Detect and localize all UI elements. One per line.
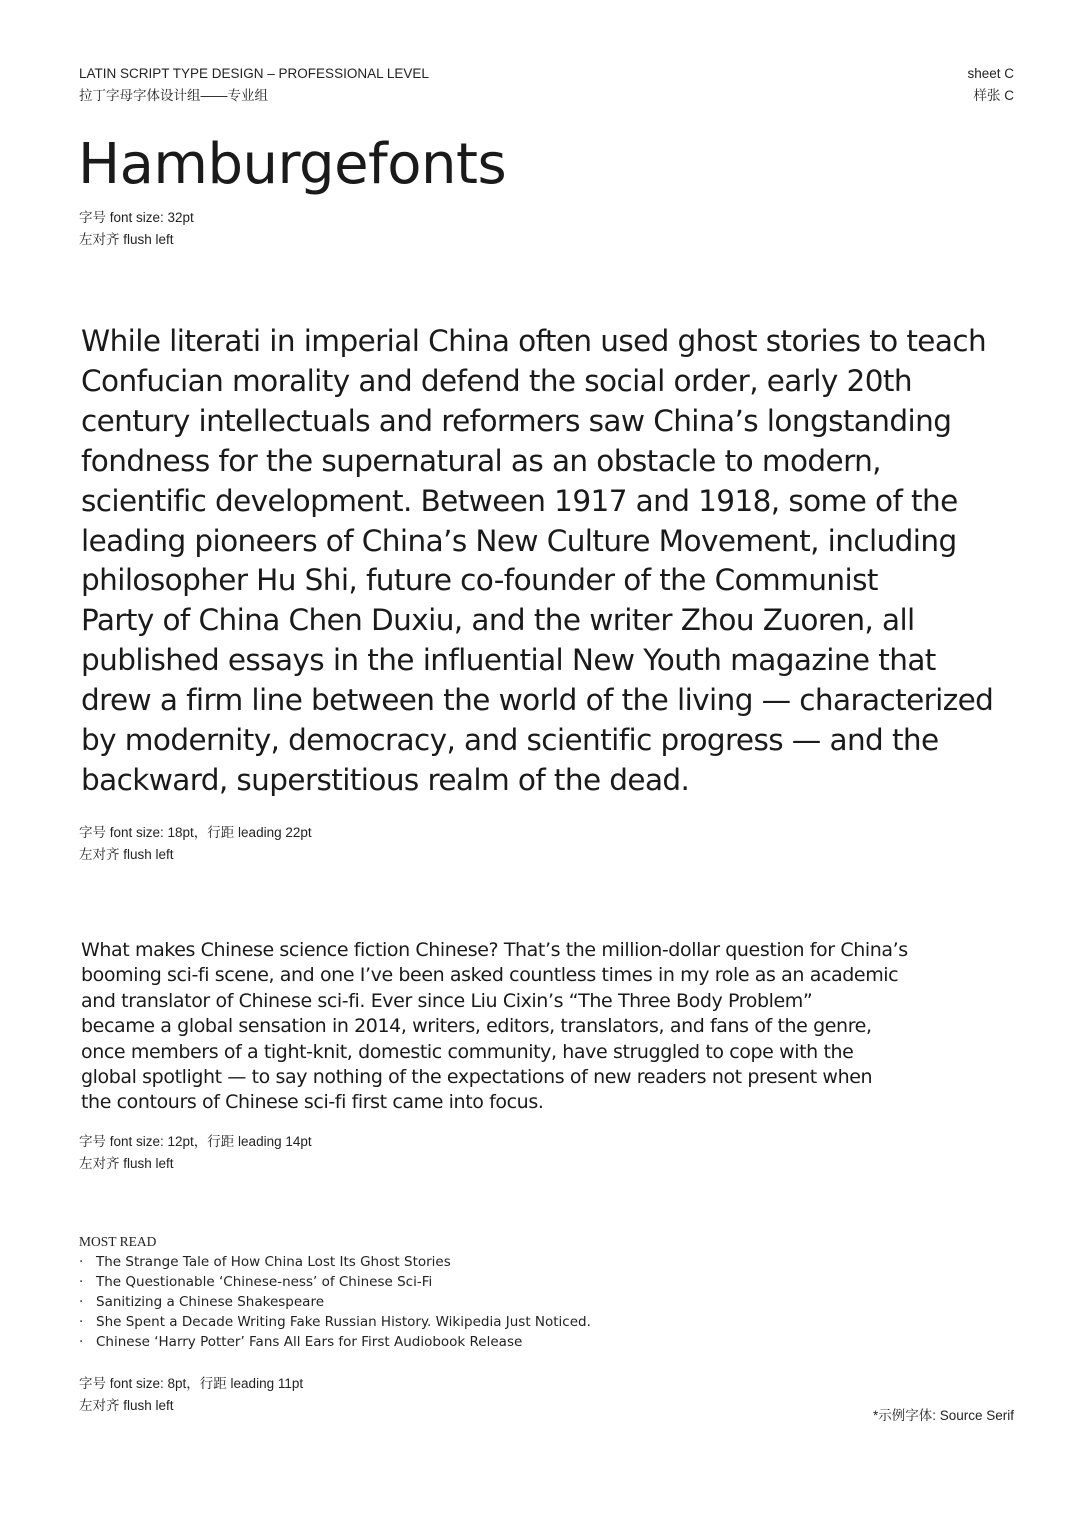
header-right: [967, 63, 1014, 107]
paragraph-line: While literati in imperial China often used ghost stories to teach: [81, 324, 987, 358]
article-title: The Questionable ‘Chinese-ness’ of Chinese Sci-Fi: [96, 1274, 433, 1290]
sheet-label-en: sheet C: [967, 66, 1014, 81]
sheet-label-zh: 样张 C: [973, 88, 1014, 103]
sample-font-footnote: *示例字体: Source Serif: [872, 1408, 1014, 1423]
paragraph-line: and translator of Chinese sci-fi. Ever since Liu Cixin’s “The Three Body Problem”: [81, 989, 813, 1012]
paragraph-line: Party of China Chen Duxiu, and the writer Zhou Zuoren, all: [81, 603, 915, 638]
paragraph-line: scientific development. Between 1917 and 1918, some of the: [81, 483, 958, 518]
spec-alignment: 左对齐 flush left: [79, 1156, 174, 1171]
spec-font-size: 字号 font size: 32pt: [79, 210, 194, 225]
spec-8pt: [79, 1373, 303, 1417]
spec-alignment: 左对齐 flush left: [79, 1398, 174, 1413]
spec-32pt: [79, 207, 194, 251]
bullet-dot: ·: [79, 1334, 84, 1350]
paragraph-line: century intellectuals and reformers saw China’s longstanding: [81, 403, 952, 438]
header-left: [79, 63, 429, 107]
bullet-dot: ·: [79, 1314, 84, 1330]
spec-12pt: [79, 1131, 312, 1175]
paragraph-line: became a global sensation in 2014, writers, editors, translators, and fans of the genre,: [81, 1015, 872, 1038]
most-read-list: [79, 1252, 591, 1352]
paragraph-line: leading pioneers of China’s New Culture Movement, including: [81, 523, 957, 558]
paragraph-line: backward, superstitious realm of the dead.: [81, 762, 690, 797]
page-title: Hamburgefonts: [78, 132, 507, 197]
paragraph-line: global spotlight — to say nothing of the expectations of new readers not present when: [81, 1066, 873, 1089]
bullet-dot: ·: [79, 1254, 84, 1270]
list-item: [79, 1272, 591, 1292]
article-title: Sanitizing a Chinese Shakespeare: [96, 1294, 325, 1310]
spec-font-size: 字号 font size: 8pt，行距 leading 11pt: [79, 1376, 304, 1391]
spec-18pt: [79, 822, 312, 866]
bullet-dot: ·: [79, 1294, 84, 1310]
paragraph-line: once members of a tight-knit, domestic community, have struggled to cope with the: [81, 1040, 854, 1063]
spec-alignment: 左对齐 flush left: [79, 232, 174, 247]
paragraph-line: published essays in the influential New Youth magazine that: [81, 643, 936, 678]
list-item: [79, 1312, 591, 1332]
bullet-dot: ·: [79, 1274, 84, 1290]
article-title: Chinese ‘Harry Potter’ Fans All Ears for First Audiobook Release: [96, 1334, 523, 1350]
list-item: [79, 1292, 591, 1312]
sample-paragraph-12pt: [81, 938, 908, 1116]
header-title-zh: 拉丁字母字体设计组——专业组: [79, 88, 268, 103]
header-title-en: LATIN SCRIPT TYPE DESIGN – PROFESSIONAL LEVEL: [79, 66, 429, 81]
spec-alignment: 左对齐 flush left: [79, 847, 174, 862]
paragraph-line: fondness for the supernatural as an obstacle to modern,: [81, 443, 881, 478]
paragraph-line: philosopher Hu Shi, future co-founder of the Communist: [81, 563, 878, 598]
article-title: She Spent a Decade Writing Fake Russian History. Wikipedia Just Noticed.: [96, 1314, 591, 1330]
paragraph-line: by modernity, democracy, and scientific progress — and the: [81, 723, 939, 758]
sample-paragraph-18pt: [81, 322, 993, 801]
paragraph-line: booming sci-fi scene, and one I’ve been asked countless times in my role as an academic: [81, 964, 899, 987]
list-item: [79, 1252, 591, 1272]
spec-font-size: 字号 font size: 12pt，行距 leading 14pt: [79, 1134, 312, 1149]
paragraph-line: What makes Chinese science fiction Chinese? That’s the million-dollar question for China’s: [81, 939, 908, 961]
paragraph-line: Confucian morality and defend the social order, early 20th: [81, 363, 912, 398]
list-item: [79, 1332, 591, 1352]
paragraph-line: the contours of Chinese sci-fi first came into focus.: [81, 1091, 544, 1114]
spec-font-size: 字号 font size: 18pt，行距 leading 22pt: [79, 825, 312, 840]
article-title: The Strange Tale of How China Lost Its Ghost Stories: [96, 1254, 451, 1270]
most-read-heading: MOST READ: [79, 1234, 157, 1249]
paragraph-line: drew a firm line between the world of the living — characterized: [81, 683, 994, 718]
